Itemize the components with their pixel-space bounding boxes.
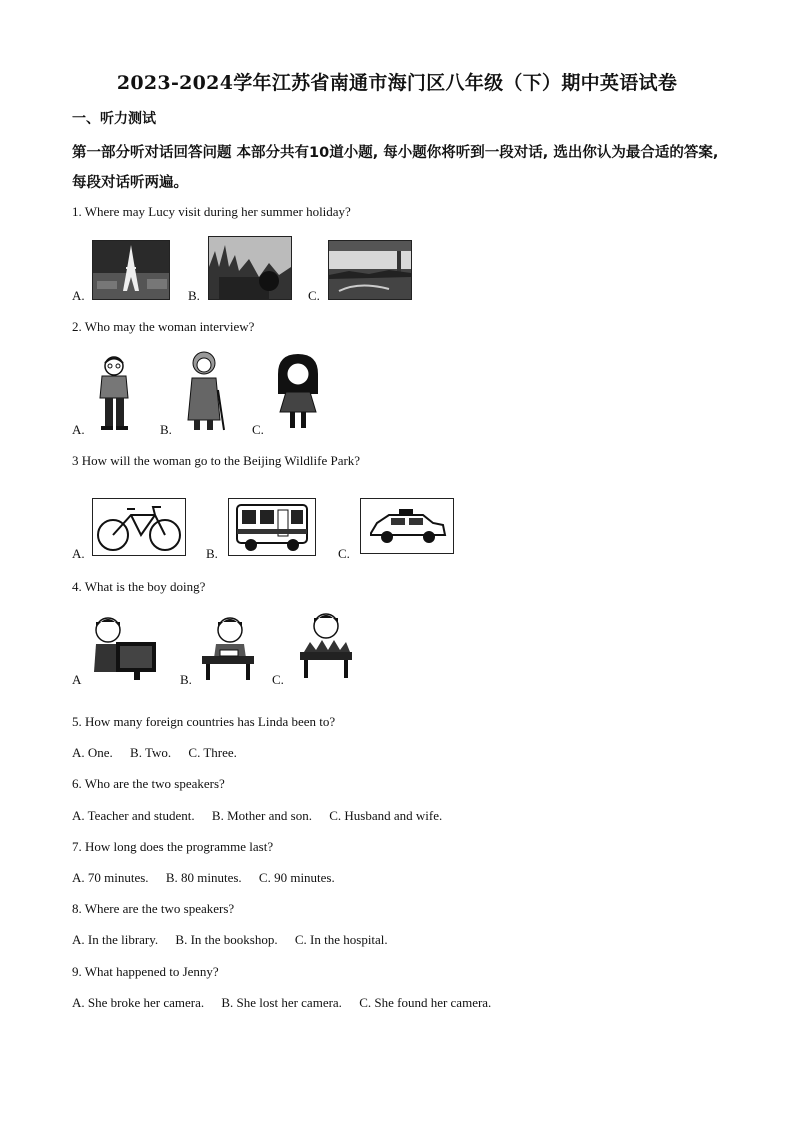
q5-option-a: A. One. bbox=[72, 745, 113, 760]
q5-options bbox=[72, 745, 251, 761]
girl-figure bbox=[272, 354, 324, 432]
question-8: 8. Where are the two speakers? bbox=[72, 901, 235, 916]
q6-options bbox=[72, 808, 456, 824]
q3-option-c-label: C. bbox=[338, 546, 350, 561]
q5-option-b: B. Two. bbox=[130, 745, 172, 760]
section-heading: 一、听力测试 bbox=[72, 111, 156, 127]
q9-option-b: B. She lost her camera. bbox=[221, 995, 342, 1010]
question-3: 3 How will the woman go to the Beijing Wildlife Park? bbox=[72, 453, 361, 468]
boy-reading-figure bbox=[200, 614, 256, 682]
city-skyline-photo bbox=[328, 240, 412, 300]
q1-option-b-label: B. bbox=[188, 288, 200, 303]
eiffel-tower-photo bbox=[92, 240, 170, 300]
old-woman-figure bbox=[180, 350, 228, 432]
bus-picture bbox=[228, 498, 316, 556]
section-instructions: 第一部分听对话回答问题 本部分共有10道小题, 每小题你将听到一段对话, 选出你认为最合适的答案, 每段对话听两遍。 bbox=[72, 145, 719, 191]
q8-option-a: A. In the library. bbox=[72, 932, 159, 947]
question-9: 9. What happened to Jenny? bbox=[72, 964, 219, 979]
q2-option-b-label: B. bbox=[160, 422, 172, 437]
q1-option-a-label: A. bbox=[72, 288, 85, 303]
question-7: 7. How long does the programme last? bbox=[72, 839, 274, 854]
question-2: 2. Who may the woman interview? bbox=[72, 319, 255, 334]
q7-option-a: A. 70 minutes. bbox=[72, 870, 149, 885]
question-1: 1. Where may Lucy visit during her summer holiday? bbox=[72, 204, 351, 219]
bicycle-picture bbox=[92, 498, 186, 556]
q7-option-c: C. 90 minutes. bbox=[258, 870, 335, 885]
q1-option-c-label: C. bbox=[308, 288, 320, 303]
q3-option-b-label: B. bbox=[206, 546, 218, 561]
q4-option-b-label: B. bbox=[180, 672, 192, 687]
taxi-picture bbox=[360, 498, 454, 554]
q6-option-b: B. Mother and son. bbox=[211, 808, 312, 823]
q4-option-a-label: A bbox=[72, 672, 82, 687]
q2-option-c-label: C. bbox=[252, 422, 264, 437]
q5-option-c: C. Three. bbox=[188, 745, 237, 760]
question-6: 6. Who are the two speakers? bbox=[72, 776, 225, 791]
q6-option-a: A. Teacher and student. bbox=[72, 808, 195, 823]
boy-at-computer-figure bbox=[88, 612, 160, 682]
old-man-figure bbox=[92, 354, 136, 432]
q2-option-a-label: A. bbox=[72, 422, 85, 437]
q7-options bbox=[72, 870, 349, 886]
q8-option-b: B. In the bookshop. bbox=[175, 932, 278, 947]
q9-option-c: C. She found her camera. bbox=[359, 995, 492, 1010]
q8-option-c: C. In the hospital. bbox=[294, 932, 388, 947]
q4-option-c-label: C. bbox=[272, 672, 284, 687]
q9-option-a: A. She broke her camera. bbox=[72, 995, 205, 1010]
page-title: 2023-2024学年江苏省南通市海门区八年级（下）期中英语试卷 bbox=[116, 72, 678, 94]
q3-option-a-label: A. bbox=[72, 546, 85, 561]
question-5: 5. How many foreign countries has Linda been to? bbox=[72, 714, 336, 729]
q7-option-b: B. 80 minutes. bbox=[165, 870, 242, 885]
q9-options bbox=[72, 995, 505, 1011]
boy-with-plants-figure bbox=[296, 608, 356, 682]
q8-options bbox=[72, 932, 402, 948]
cathedral-photo bbox=[208, 236, 292, 300]
question-4: 4. What is the boy doing? bbox=[72, 579, 206, 594]
q6-option-c: C. Husband and wife. bbox=[329, 808, 443, 823]
